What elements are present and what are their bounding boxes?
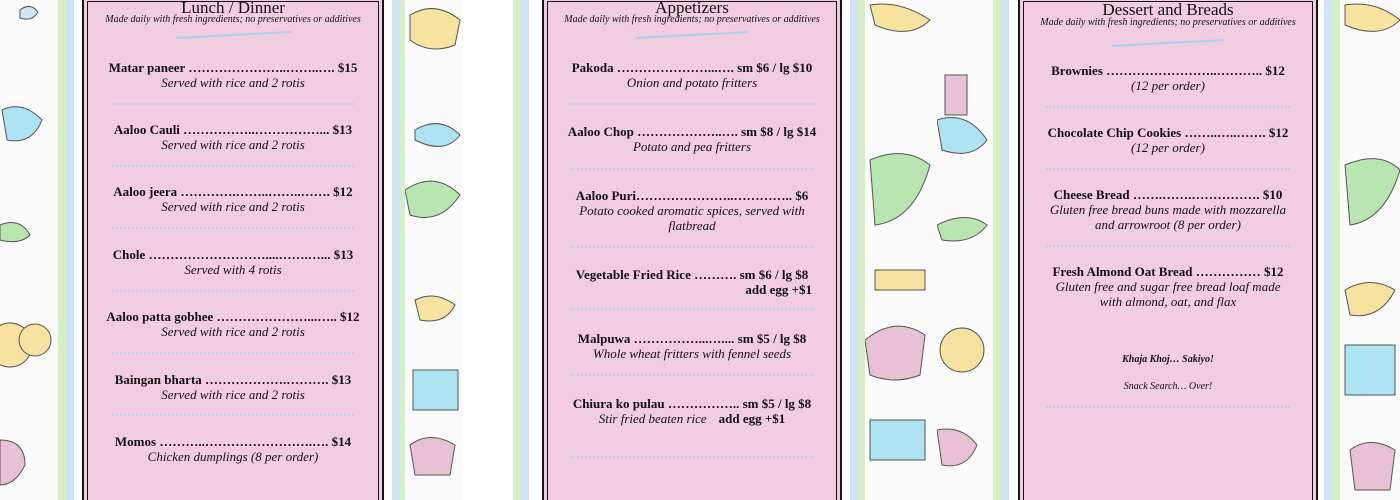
divider xyxy=(112,290,354,292)
edge-band xyxy=(1001,0,1009,500)
divider xyxy=(570,103,814,105)
menu-item-name-price: Aaloo jeera ………….……..……..……. $12 xyxy=(113,184,353,199)
menu-item-description: Potato cooked aromatic spices, served with flatbread xyxy=(579,203,805,233)
edge-band xyxy=(1332,0,1340,500)
food-illustration-strip xyxy=(0,0,58,500)
divider xyxy=(570,246,814,248)
divider xyxy=(1046,406,1290,408)
menu-item xyxy=(544,396,840,426)
menu-panel-dessert-breads xyxy=(1018,0,1318,500)
menu-item xyxy=(544,188,840,233)
menu-item xyxy=(1020,63,1316,93)
panel-subtitle: Made daily with fresh ingredients; no preservatives or additives xyxy=(105,14,361,25)
food-illustration-strip xyxy=(865,0,937,500)
menu-item xyxy=(84,184,382,214)
menu-item-description: Chicken dumplings (8 per order) xyxy=(147,449,319,464)
menu-item-addon: add egg +$1 xyxy=(718,411,786,426)
menu-item-description: Served with rice and 2 rotis xyxy=(161,199,305,214)
menu-item-name-price: Chole ………………………....…….…... $13 xyxy=(112,247,354,262)
food-illustration xyxy=(0,0,58,500)
menu-item-description: Served with rice and 2 rotis xyxy=(161,75,305,90)
food-illustration-strip xyxy=(405,0,463,500)
menu-item xyxy=(1020,264,1316,309)
edge-band xyxy=(392,0,400,500)
menu-item-name-price: Malpuwa ……………...….... sm $5 / lg $8 xyxy=(577,331,807,346)
edge-band xyxy=(400,0,405,500)
divider xyxy=(570,374,814,376)
menu-item-name-price: Cheese Bread …….…….……………. $10 xyxy=(1053,187,1283,202)
food-illustration xyxy=(865,0,937,500)
menu-item-description: Potato and pea fritters xyxy=(632,139,752,154)
edge-band xyxy=(993,0,1001,500)
menu-item xyxy=(544,124,840,154)
divider xyxy=(1046,106,1290,108)
menu-item xyxy=(544,60,840,90)
menu-item-description: Served with rice and 2 rotis xyxy=(161,137,305,152)
divider xyxy=(1046,168,1290,170)
tagline-translation: Snack Search… Over! xyxy=(1123,381,1213,392)
divider xyxy=(112,352,354,354)
menu-item-description: Whole wheat fritters with fennel seeds xyxy=(592,346,792,361)
panel-title: Appetizers xyxy=(655,0,729,17)
edge-band xyxy=(521,0,529,500)
title-underline xyxy=(1112,39,1224,47)
menu-item xyxy=(84,122,382,152)
panel-subtitle: Made daily with fresh ingredients; no preservatives or additives xyxy=(564,14,820,25)
menu-item-description: Served with rice and 2 rotis xyxy=(161,387,305,402)
menu-item-addon: add egg +$1 xyxy=(745,282,812,297)
menu-item-name-price: Aaloo patta gobhee …………………...….. $12 xyxy=(106,309,360,324)
menu-panel-lunch-dinner xyxy=(82,0,384,500)
edge-band xyxy=(58,0,66,500)
divider xyxy=(1046,245,1290,247)
food-illustration xyxy=(1340,0,1400,500)
menu-item xyxy=(84,434,382,464)
menu-panel-appetizers xyxy=(542,0,842,500)
menu-item-name-price: Chiura ko pulau …………….. sm $5 / lg $8 xyxy=(572,396,812,411)
food-illustration-strip xyxy=(1340,0,1400,500)
menu-item xyxy=(84,60,382,90)
menu-item-description: (12 per order) xyxy=(1131,140,1205,155)
divider xyxy=(570,308,814,310)
menu-item-name-price: Chocolate Chip Cookies ……..…..……. $12 xyxy=(1047,125,1289,140)
divider xyxy=(112,227,354,229)
tagline: Khaja Khoj… Sakiyo! xyxy=(1122,354,1214,365)
divider xyxy=(112,414,354,416)
food-illustration xyxy=(937,0,993,500)
menu-item-name-price: Baingan bharta ……………….………. $13 xyxy=(114,372,352,387)
food-illustration xyxy=(405,0,463,500)
food-illustration-strip xyxy=(937,0,993,500)
panel-title: Dessert and Breads xyxy=(1102,0,1234,19)
edge-band xyxy=(1324,0,1332,500)
menu-item xyxy=(1020,125,1316,155)
panel-title: Lunch / Dinner xyxy=(181,0,285,17)
edge-band xyxy=(66,0,74,500)
menu-item-description: Gluten free bread buns made with mozzarella and arrowroot (8 per order) xyxy=(1049,202,1287,232)
menu-item xyxy=(84,372,382,402)
menu-item-description: Stir fried beaten rice xyxy=(598,411,707,426)
menu-item-name-price: Vegetable Fried Rice ………. sm $6 / lg $8 xyxy=(575,267,809,282)
menu-item xyxy=(544,267,840,297)
menu-item xyxy=(84,247,382,277)
menu-item-name-price: Aaloo Cauli ……………..……………... $13 xyxy=(113,122,353,137)
menu-item-description: Gluten free and sugar free bread loaf made with almond, oat, and flax xyxy=(1055,279,1281,309)
edge-band xyxy=(858,0,865,500)
menu-item-name-price: Momos ………..…………………….…. $14 xyxy=(114,434,352,449)
panel-subtitle: Made daily with fresh ingredients; no preservatives or additives xyxy=(1040,17,1296,28)
menu-item-name-price: Aaloo Puri…………………..………….. $6 xyxy=(575,188,809,203)
divider xyxy=(112,103,354,105)
menu-item-name-price: Matar paneer …………………..……..…. $15 xyxy=(108,60,358,75)
menu-item xyxy=(84,309,382,339)
menu-item-name-price: Pakoda …………………...…. sm $6 / lg $10 xyxy=(571,60,813,75)
menu-item-description: (12 per order) xyxy=(1131,78,1205,93)
menu-item-description: Served with rice and 2 rotis xyxy=(161,324,305,339)
title-underline xyxy=(176,31,291,39)
divider xyxy=(570,456,814,458)
menu-item-name-price: Fresh Almond Oat Bread …………… $12 xyxy=(1052,264,1284,279)
menu-item-name-price: Brownies ……………………..……….. $12 xyxy=(1051,63,1285,78)
edge-band xyxy=(850,0,858,500)
menu-item-description: Onion and potato fritters xyxy=(626,75,758,90)
divider xyxy=(112,165,354,167)
menu-item xyxy=(544,331,840,361)
edge-band xyxy=(513,0,521,500)
menu-item-description: Served with 4 rotis xyxy=(184,262,282,277)
menu-item xyxy=(1020,187,1316,232)
divider xyxy=(570,168,814,170)
menu-item-name-price: Aaloo Chop ………………..…. sm $8 / lg $14 xyxy=(567,124,817,139)
title-underline xyxy=(636,31,748,39)
